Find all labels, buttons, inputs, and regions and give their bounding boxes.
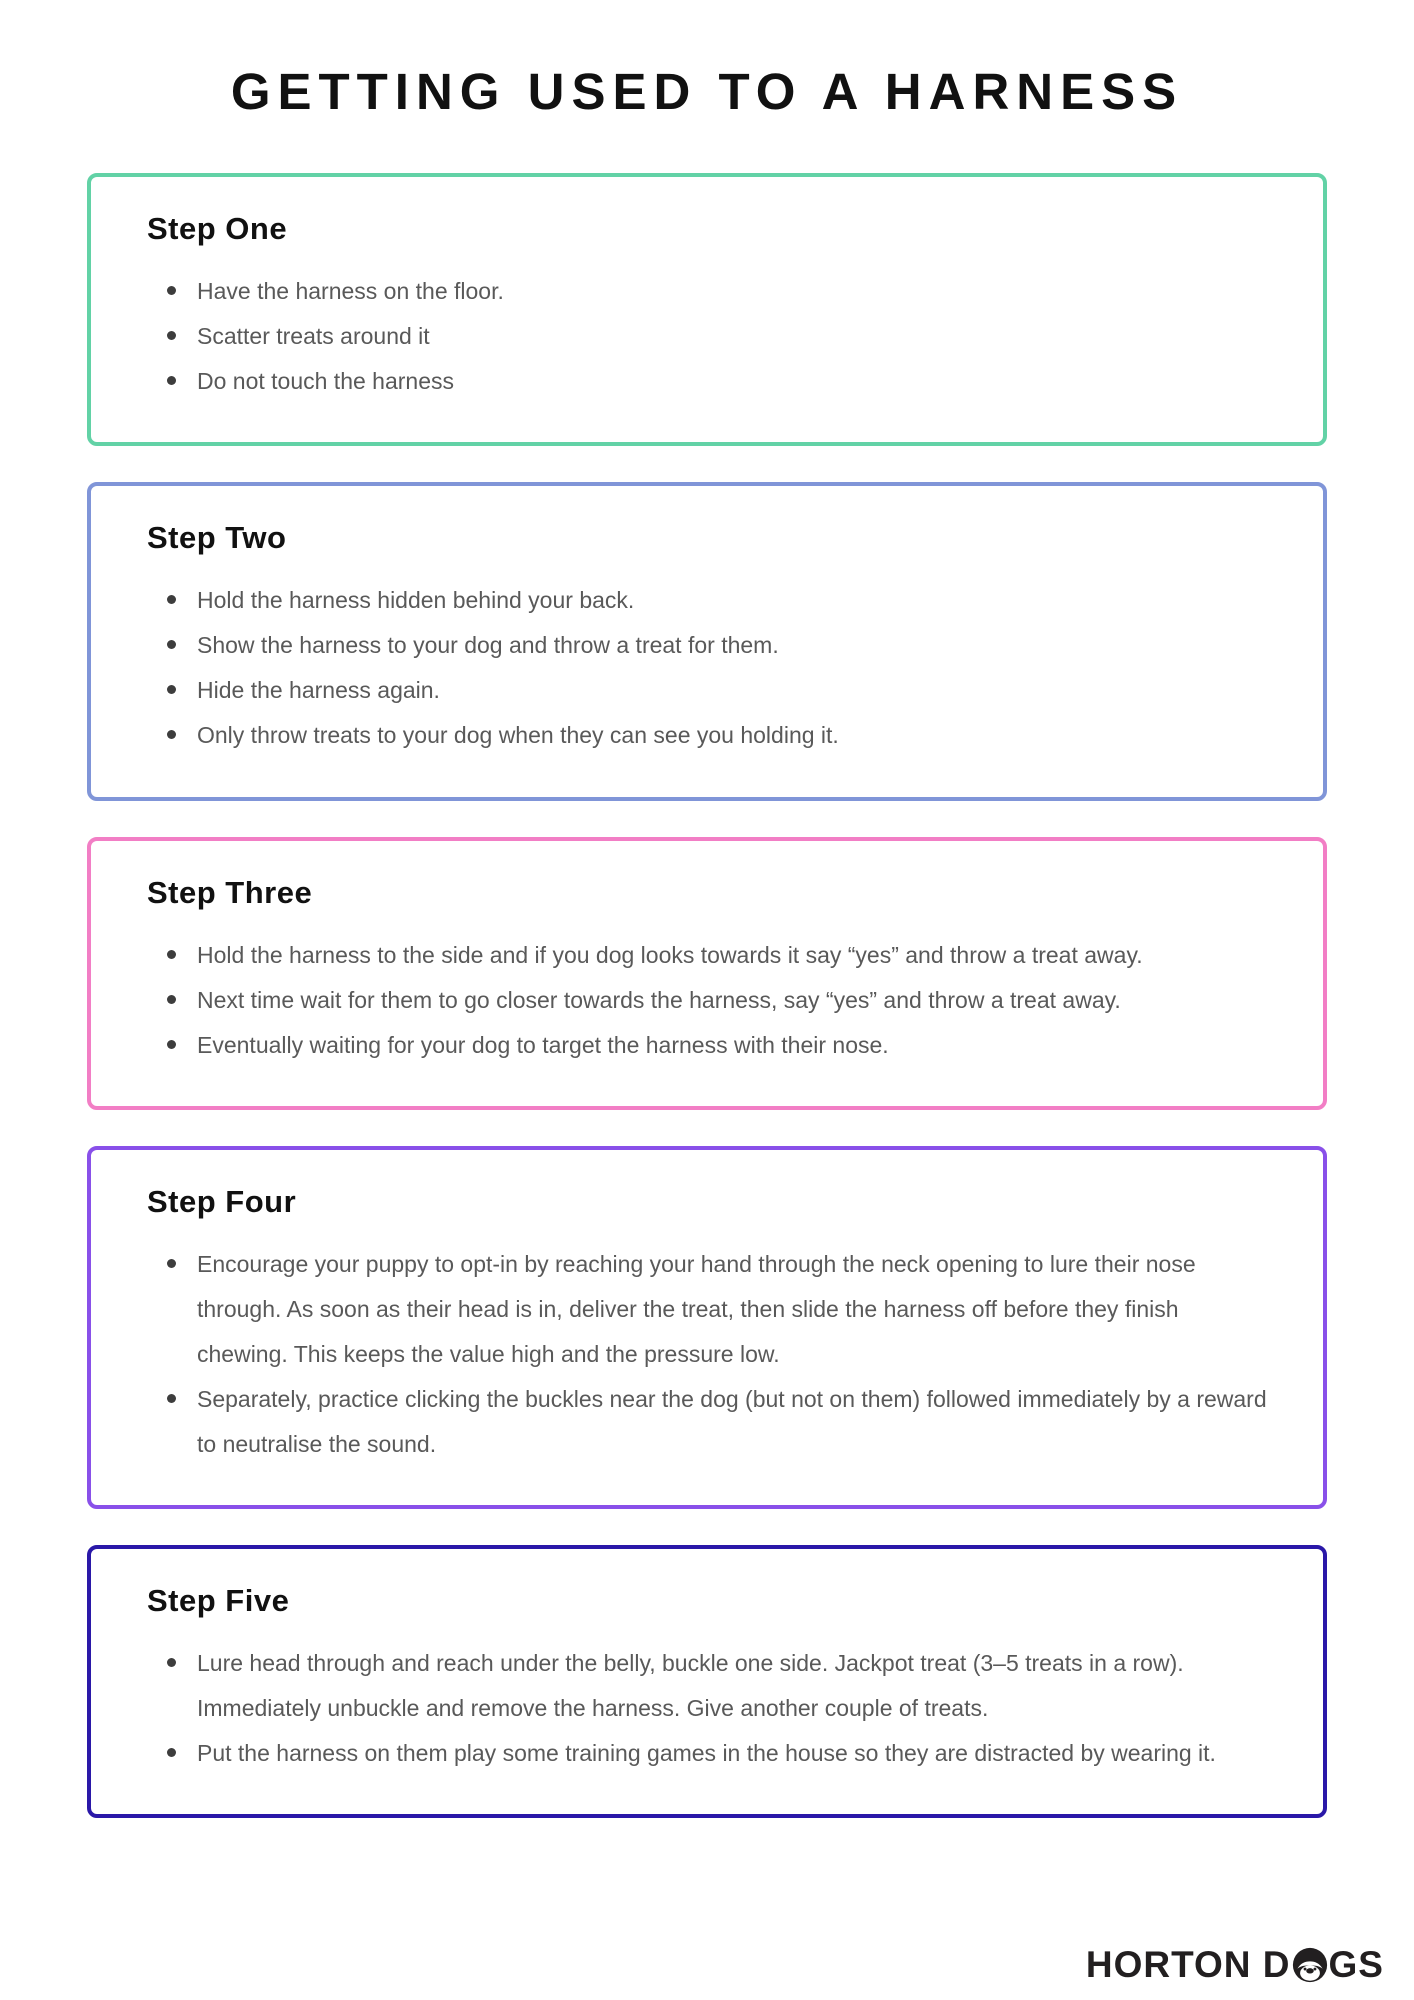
bullet-item: Scatter treats around it [161,314,1267,359]
step-card-four [87,1146,1327,1509]
step-card-five [87,1545,1327,1818]
bullet-item: Eventually waiting for your dog to target the harness with their nose. [161,1023,1267,1068]
step-card-two [87,482,1327,800]
step-card-three [87,837,1327,1110]
bullet-item: Separately, practice clicking the buckles near the dog (but not on them) followed immediately by a reward to neutralise the sound. [161,1377,1267,1467]
document-page [87,0,1327,1818]
bullet-item: Hold the harness hidden behind your back. [161,578,1267,623]
step-five-bullet-list [147,1641,1267,1776]
bullet-item: Encourage your puppy to opt-in by reaching your hand through the neck opening to lure their nose through. As soon as their head is in, deliver the treat, then slide the harness off before they finish chewing. This keeps the value high and the pressure low. [161,1242,1267,1377]
bullet-item: Do not touch the harness [161,359,1267,404]
step-one-bullet-list [147,269,1267,404]
bullet-item: Put the harness on them play some training games in the house so they are distracted by wearing it. [161,1731,1267,1776]
bullet-item: Only throw treats to your dog when they can see you holding it. [161,713,1267,758]
step-three-bullet-list [147,933,1267,1068]
bullet-item: Show the harness to your dog and throw a treat for them. [161,623,1267,668]
bullet-item: Hold the harness to the side and if you dog looks towards it say “yes” and throw a treat away. [161,933,1267,978]
step-three-heading: Step Three [147,874,313,910]
bullet-item: Hide the harness again. [161,668,1267,713]
step-two-bullet-list [147,578,1267,758]
brand-text-right: GS [1328,1944,1384,1985]
step-four-bullet-list [147,1242,1267,1467]
brand-text-left: HORTON D [1085,1944,1291,1985]
step-one-heading: Step One [147,211,288,246]
step-four-heading: Step Four [147,1183,297,1219]
page-title: GETTING USED TO A HARNESS [230,63,1184,120]
dog-face-icon [1292,1947,1328,1983]
bullet-item: Lure head through and reach under the belly, buckle one side. Jackpot treat (3–5 treats in a row). Immediately unbuckle and remove the harness. Give another couple of treats. [161,1641,1267,1731]
step-card-one [87,173,1327,446]
brand-logo [1086,1944,1384,1986]
bullet-item: Next time wait for them to go closer towards the harness, say “yes” and throw a treat away. [161,978,1267,1023]
step-five-heading: Step Five [147,1583,290,1619]
step-two-heading: Step Two [147,520,287,556]
bullet-item: Have the harness on the floor. [161,269,1267,314]
